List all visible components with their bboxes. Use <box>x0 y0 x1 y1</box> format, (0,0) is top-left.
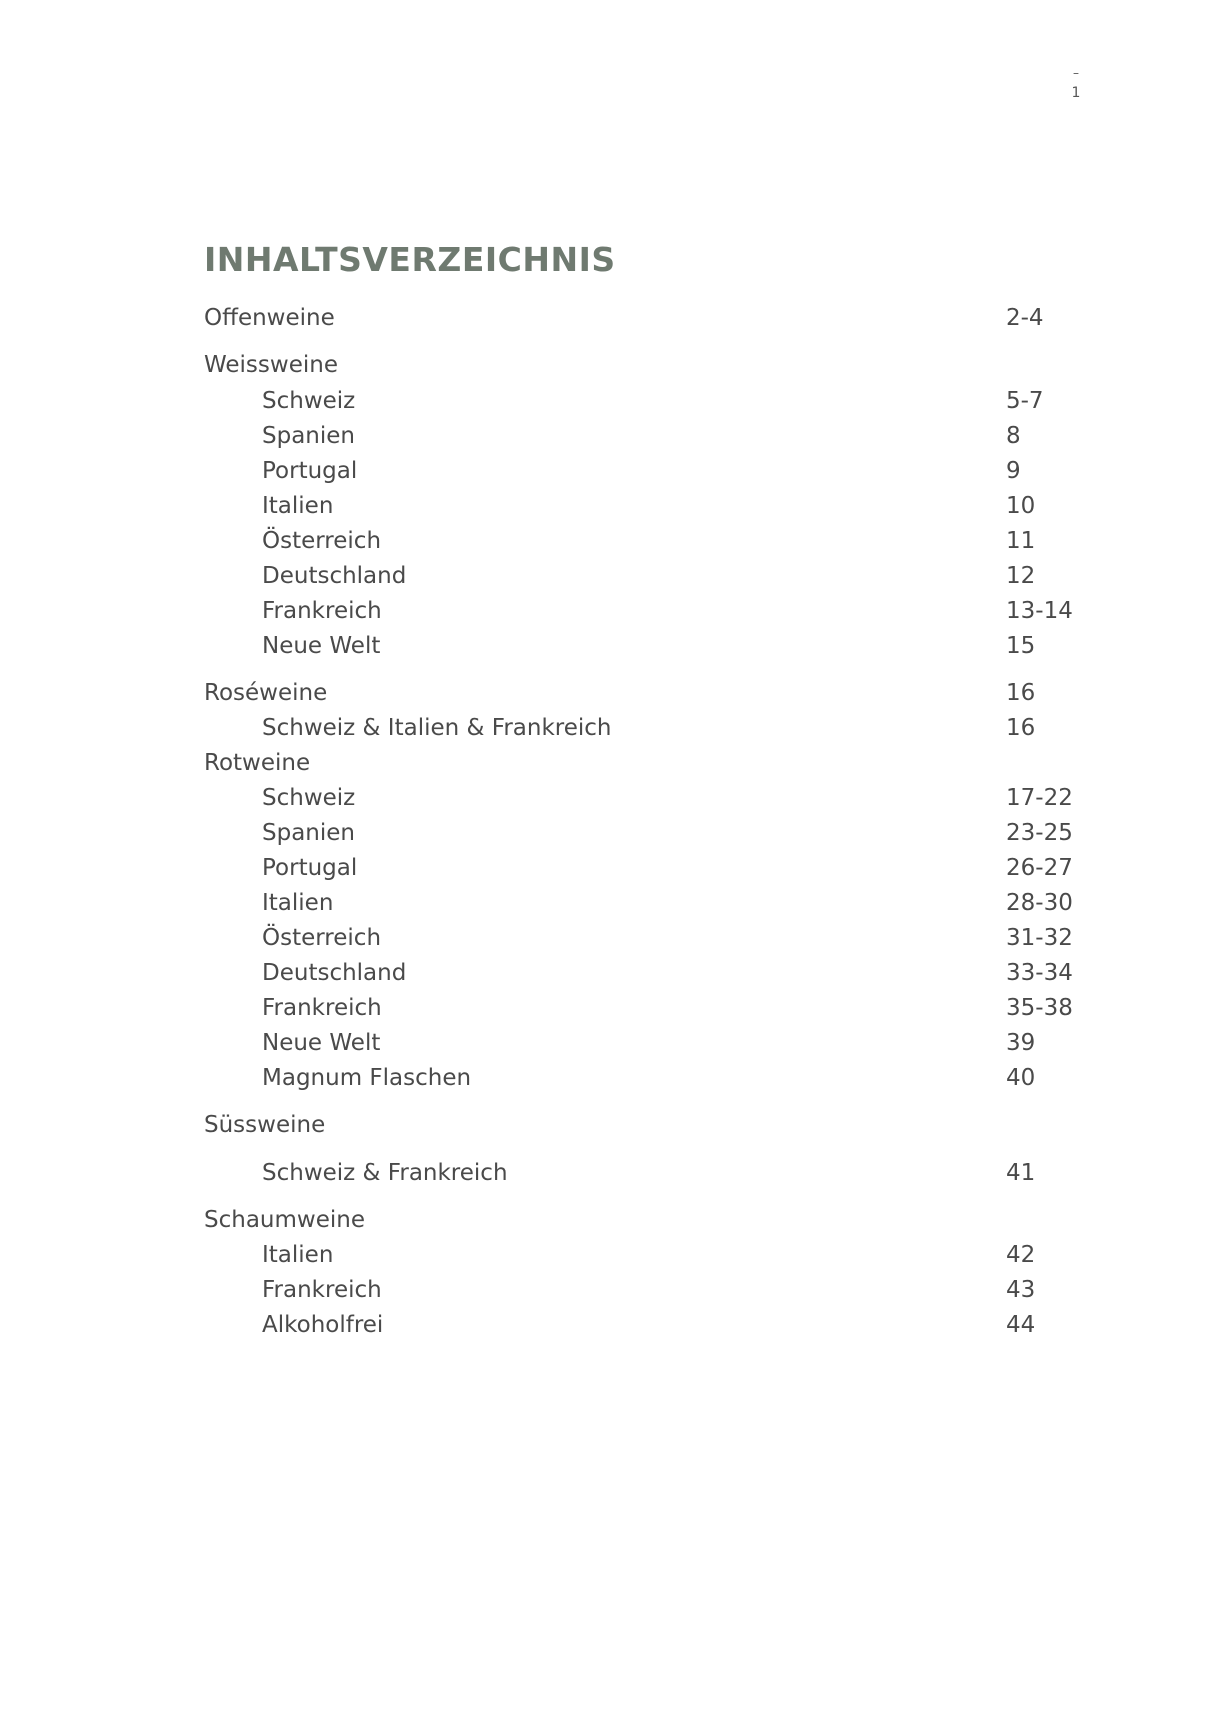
toc-subcategory-row <box>0 1025 1222 1061</box>
toc-subcategory-row <box>0 383 1222 419</box>
toc-subcategory-label: Italien <box>262 890 334 916</box>
toc-subcategory-row <box>0 955 1222 991</box>
toc-category-row <box>0 1107 1222 1143</box>
toc-page-number: 16 <box>1006 715 1036 741</box>
toc-subcategory-label: Magnum Flaschen <box>262 1065 472 1091</box>
toc-subcategory-label: Schweiz & Italien & Frankreich <box>262 715 612 741</box>
toc-category-label: Roséweine <box>204 680 328 706</box>
toc-category-row <box>0 675 1222 711</box>
toc-subcategory-label: Neue Welt <box>262 1030 381 1056</box>
toc-subcategory-label: Deutschland <box>262 960 407 986</box>
toc-category-label: Süssweine <box>204 1112 326 1138</box>
toc-page-number: 31-32 <box>1006 925 1073 951</box>
toc-page-number: 44 <box>1006 1312 1036 1338</box>
toc-subcategory-row <box>0 1237 1222 1273</box>
toc-category-label: Offenweine <box>204 305 335 331</box>
toc-subcategory-row <box>0 558 1222 594</box>
toc-subcategory-label: Österreich <box>262 925 382 951</box>
toc-subcategory-label: Schweiz <box>262 388 356 414</box>
toc-subcategory-row <box>0 990 1222 1026</box>
toc-subcategory-row <box>0 593 1222 629</box>
toc-page-number: 12 <box>1006 563 1036 589</box>
toc-page-number: 43 <box>1006 1277 1036 1303</box>
toc-subcategory-label: Schweiz <box>262 785 356 811</box>
toc-page-number: 35-38 <box>1006 995 1073 1021</box>
toc-category-row <box>0 300 1222 336</box>
toc-page-number: 40 <box>1006 1065 1036 1091</box>
toc-page-number: 8 <box>1006 423 1021 449</box>
toc-subcategory-label: Spanien <box>262 820 355 846</box>
toc-category-label: Schaumweine <box>204 1207 365 1233</box>
toc-subcategory-row <box>0 523 1222 559</box>
toc-subcategory-label: Alkoholfrei <box>262 1312 384 1338</box>
toc-subcategory-label: Frankreich <box>262 995 382 1021</box>
toc-page-number: 33-34 <box>1006 960 1073 986</box>
toc-subcategory-row <box>0 710 1222 746</box>
toc-category-row <box>0 745 1222 781</box>
toc-page-number: 41 <box>1006 1160 1036 1186</box>
toc-subcategory-row <box>0 1272 1222 1308</box>
toc-page-number: 16 <box>1006 680 1036 706</box>
toc-page-number: 5-7 <box>1006 388 1044 414</box>
toc-page-number: 17-22 <box>1006 785 1073 811</box>
toc-page-number: 13-14 <box>1006 598 1073 624</box>
toc-page-number: 15 <box>1006 633 1036 659</box>
toc-subcategory-label: Spanien <box>262 423 355 449</box>
toc-subcategory-label: Schweiz & Frankreich <box>262 1160 508 1186</box>
toc-subcategory-label: Portugal <box>262 458 358 484</box>
toc-subcategory-row <box>0 453 1222 489</box>
toc-subcategory-row <box>0 1060 1222 1096</box>
page-number-dash: – <box>1073 66 1079 80</box>
toc-subcategory-row <box>0 488 1222 524</box>
toc-category-label: Weissweine <box>204 352 338 378</box>
toc-page-number: 9 <box>1006 458 1021 484</box>
toc-page-number: 23-25 <box>1006 820 1073 846</box>
toc-subcategory-label: Frankreich <box>262 1277 382 1303</box>
toc-category-label: Rotweine <box>204 750 311 776</box>
toc-page-number: 42 <box>1006 1242 1036 1268</box>
toc-page-number: 10 <box>1006 493 1036 519</box>
toc-subcategory-row <box>0 920 1222 956</box>
toc-subcategory-label: Neue Welt <box>262 633 381 659</box>
toc-subcategory-row <box>0 780 1222 816</box>
toc-subcategory-row <box>0 1155 1222 1191</box>
toc-subcategory-label: Deutschland <box>262 563 407 589</box>
toc-subcategory-label: Frankreich <box>262 598 382 624</box>
toc-subcategory-label: Italien <box>262 493 334 519</box>
toc-subcategory-row <box>0 628 1222 664</box>
toc-subcategory-label: Italien <box>262 1242 334 1268</box>
toc-page-number: 11 <box>1006 528 1036 554</box>
page-number-value: 1 <box>1071 85 1081 101</box>
toc-category-row <box>0 1202 1222 1238</box>
toc-subcategory-row <box>0 885 1222 921</box>
toc-subcategory-row <box>0 1307 1222 1343</box>
toc-subcategory-row <box>0 418 1222 454</box>
toc-subcategory-row <box>0 815 1222 851</box>
toc-category-row <box>0 347 1222 383</box>
toc-page-number: 2-4 <box>1006 305 1044 331</box>
toc-page-number: 28-30 <box>1006 890 1073 916</box>
toc-subcategory-label: Portugal <box>262 855 358 881</box>
page-title: INHALTSVERZEICHNIS <box>204 240 616 279</box>
toc-subcategory-row <box>0 850 1222 886</box>
toc-page-number: 26-27 <box>1006 855 1073 881</box>
toc-subcategory-label: Österreich <box>262 528 382 554</box>
toc-page-number: 39 <box>1006 1030 1036 1056</box>
